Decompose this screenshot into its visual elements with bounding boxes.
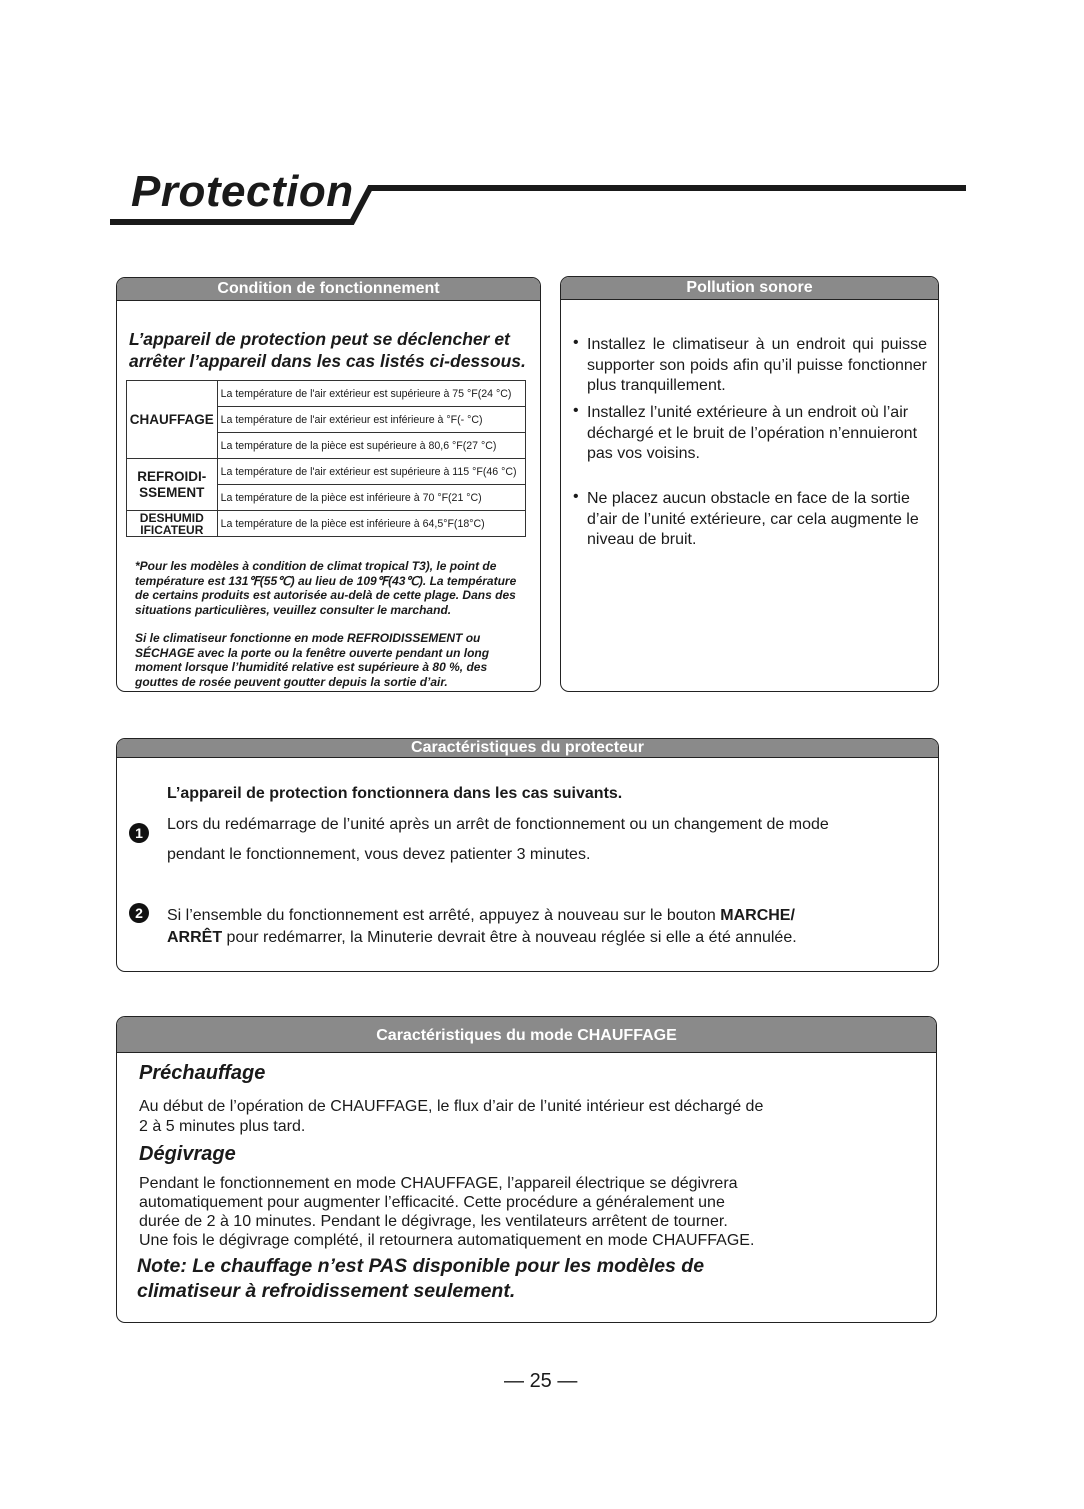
noise-heading: Pollution sonore — [561, 277, 938, 300]
noise-bullet: • Ne placez aucun obstacle en face de la sortie d’air de l’unité extérieure, car cela augmente le niveau de bruit. — [573, 488, 919, 548]
number-1-icon: 1 — [129, 823, 149, 843]
humidity-note: Si le climatiseur fonctionne en mode REFROIDISSEMENT ou SÉCHAGE avec la porte ou la fenêtre ouverte pendant un long moment lorsque l’humidité relative est supérieure à 80 %, des gouttes de rosée peuvent goutter depuis la sortie d’air. — [135, 631, 490, 689]
operating-conditions-box — [116, 277, 541, 692]
title-underline — [0, 0, 1084, 240]
bullet-icon: • — [573, 402, 579, 419]
condition-cell: La température de l'air extérieur est supérieure à 115 °F(46 °C) — [217, 459, 525, 485]
mode-cool-line2: SSEMENT — [139, 484, 205, 500]
page-title: Protection — [131, 167, 354, 216]
heating-note-2: climatiseur à refroidissement seulement. — [137, 1280, 516, 1302]
noise-bullet: • Installez l’unité extérieure à un endroit où l’air déchargé et le bruit de l’opération n’ennuieront pas vos voisins. — [573, 402, 918, 462]
bullet-icon: • — [573, 488, 579, 505]
heating-box — [116, 1016, 937, 1323]
operating-conditions-heading: Condition de fonctionnement — [117, 278, 540, 301]
operating-conditions-lead: L’appareil de protection peut se déclencher et arrêter l’appareil dans les cas listés ci-dessous. — [129, 329, 526, 371]
heating-heading: Caractéristiques du mode CHAUFFAGE — [117, 1017, 936, 1053]
protector-item-2-cont: ARRÊT pour redémarrer, la Minuterie devrait être à nouveau réglée si elle a été annulée. — [167, 929, 797, 946]
protector-item-1: Lors du redémarrage de l’unité après un arrêt de fonctionnement ou un changement de mode — [167, 816, 829, 833]
noise-bullet: • Installez le climatiseur à un endroit qui puisse supporter son poids afin qu’il puisse fonctionner plus tranquillement. — [573, 334, 927, 394]
bullet-icon: • — [573, 334, 579, 351]
dash-right: — — [551, 1370, 578, 1392]
condition-cell: La température de la pièce est inférieure à 70 °F(21 °C) — [217, 485, 525, 511]
preheat-title: Préchauffage — [139, 1062, 266, 1084]
protector-item-1-cont: pendant le fonctionnement, vous devez patienter 3 minutes. — [167, 846, 591, 863]
defrost-line: durée de 2 à 10 minutes. Pendant le dégivrage, les ventilateurs arrêtent de tourner. — [139, 1213, 728, 1230]
defrost-title: Dégivrage — [139, 1143, 236, 1165]
conditions-table — [126, 380, 526, 537]
tropical-note: *Pour les modèles à condition de climat tropical T3), le point de température est 131℉(55℃) au lieu de 109℉(43℃). La température de certains produits est autorisée au-delà de cette plage. Dans des situations particulières, veuillez consulter le marchand. — [135, 559, 517, 617]
mode-cool — [127, 459, 218, 511]
mode-dry-line1: DESHUMID — [139, 510, 204, 525]
mode-dry — [127, 511, 218, 537]
defrost-line: Pendant le fonctionnement en mode CHAUFFAGE, l’appareil électrique se dégivrera — [139, 1175, 738, 1192]
protector-lead: L’appareil de protection fonctionnera dans les cas suivants. — [167, 785, 623, 802]
condition-cell: La température de la pièce est inférieure à 64,5°F(18°C) — [217, 511, 525, 537]
dash-left: — — [504, 1370, 530, 1392]
heating-note-1: Note: Le chauffage n’est PAS disponible pour les modèles de — [137, 1255, 705, 1277]
condition-cell: La température de l'air extérieur est inférieure à °F(- °C) — [217, 407, 525, 433]
page-number: — 25 — — [504, 1370, 578, 1392]
mode-dry-line2: IFICATEUR — [140, 522, 204, 537]
protector-heading: Caractéristiques du protecteur — [117, 739, 938, 758]
noise-box — [560, 276, 939, 692]
mode-heat: CHAUFFAGE — [127, 381, 218, 459]
condition-cell: La température de l'air extérieur est supérieure à 75 °F(24 °C) — [217, 381, 525, 407]
protector-box — [116, 738, 939, 972]
defrost-line: automatiquement pour augmenter l’efficacité. Cette procédure a généralement une — [139, 1194, 725, 1211]
condition-cell: La température de la pièce est supérieure à 80,6 °F(27 °C) — [217, 433, 525, 459]
preheat-text-1: Au début de l’opération de CHAUFFAGE, le flux d’air de l’unité intérieur est déchargé de — [139, 1098, 764, 1115]
defrost-line: Une fois le dégivrage complété, il retournera automatiquement en mode CHAUFFAGE. — [139, 1232, 755, 1249]
mode-cool-line1: REFROIDI- — [137, 468, 207, 484]
number-2-icon: 2 — [129, 903, 149, 923]
protector-item-2: Si l’ensemble du fonctionnement est arrêté, appuyez à nouveau sur le bouton MARCHE/ — [167, 907, 795, 924]
preheat-text-2: 2 à 5 minutes plus tard. — [139, 1118, 306, 1135]
